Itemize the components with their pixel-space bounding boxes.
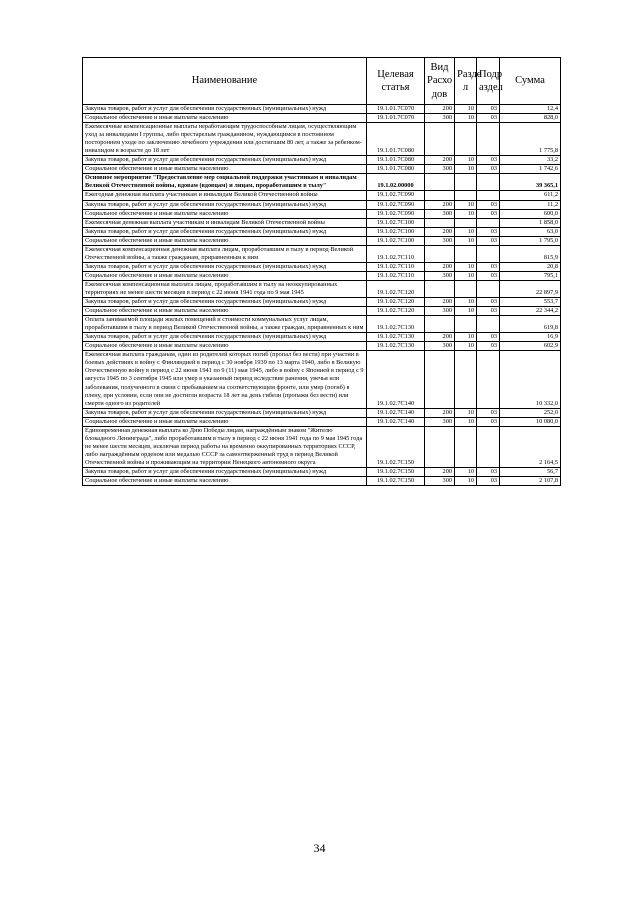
- row-expense-type-cell: [425, 191, 455, 200]
- header-name: Наименование: [83, 58, 367, 105]
- row-target-article-cell: 19.1.02.7С120: [367, 298, 425, 307]
- row-subsection-cell: 03: [477, 307, 500, 316]
- row-target-article-cell: 19.1.02.7С140: [367, 351, 425, 408]
- row-section-cell: 10: [455, 105, 477, 114]
- table-row: [83, 200, 561, 209]
- row-name-cell: Закупка товаров, работ и услуг для обеспечения государственных (муниципальных) нужд: [83, 227, 367, 236]
- row-section-cell: 10: [455, 467, 477, 476]
- row-sum-cell: 63,0: [500, 227, 561, 236]
- row-name-cell: Единовременная денежная выплата ко Дню Победы лицам, награждённым знаком "Жителю блокадного Ленинграда", либо проработавшим в тылу в период с 22 июня 1941 года по 9 мая 1945 года не менее шести месяцев, исключая период работы на временно оккупированных территориях СССР, либо награждённым орденом или медалью СССР за самоотверженный труд в период Великой Отечественной войны и проживающим на территории Ненецкого автономного округа: [83, 426, 367, 467]
- row-target-article-cell: 19.1.02.7С150: [367, 467, 425, 476]
- row-section-cell: 10: [455, 114, 477, 123]
- budget-table: [82, 57, 561, 486]
- row-subsection-cell: 03: [477, 271, 500, 280]
- table-row: [83, 165, 561, 174]
- table-row: [83, 298, 561, 307]
- row-target-article-cell: 19.1.01.7С080: [367, 156, 425, 165]
- row-subsection-cell: 03: [477, 227, 500, 236]
- row-expense-type-cell: 300: [425, 236, 455, 245]
- table-row: [83, 351, 561, 408]
- table-row: [83, 174, 561, 191]
- table-row: [83, 227, 561, 236]
- table-row: [83, 123, 561, 156]
- row-target-article-cell: 19.1.02.7С090: [367, 200, 425, 209]
- row-target-article-cell: 19.1.02.7С130: [367, 342, 425, 351]
- row-target-article-cell: 19.1.01.7С080: [367, 165, 425, 174]
- row-expense-type-cell: 300: [425, 165, 455, 174]
- row-name-cell: Основное мероприятие "Предоставление мер социальной поддержки участникам и инвалидам Великой Отечественной войны, вдовам (вдовцам) и лицам, проработавшим в тылу": [83, 174, 367, 191]
- table-row: [83, 477, 561, 486]
- row-expense-type-cell: 200: [425, 105, 455, 114]
- row-target-article-cell: 19.1.02.7С150: [367, 426, 425, 467]
- row-target-article-cell: 19.1.02.7С110: [367, 245, 425, 262]
- row-section-cell: 10: [455, 477, 477, 486]
- table-row: [83, 307, 561, 316]
- row-subsection-cell: [477, 426, 500, 467]
- row-sum-cell: 1 742,6: [500, 165, 561, 174]
- row-sum-cell: 11,2: [500, 200, 561, 209]
- row-target-article-cell: 19.1.02.7С120: [367, 307, 425, 316]
- row-section-cell: 10: [455, 417, 477, 426]
- row-target-article-cell: 19.1.02.7С130: [367, 333, 425, 342]
- row-section-cell: 10: [455, 408, 477, 417]
- table-row: [83, 280, 561, 297]
- table-row: [83, 333, 561, 342]
- header-expense-type: Вид Расхо дов: [425, 58, 455, 105]
- row-expense-type-cell: [425, 351, 455, 408]
- row-name-cell: Ежемесячная выплата гражданам, один из родителей которых погиб (пропал без вести) при участии в боевых действиях в войну с Финляндией в период с 30 ноября 1939 по 13 марта 1940, либо в Великую Отечественную войну в период с 22 июня 1941 по 9 (11) мая 1945, либо в войну с Японией в период с 9 августа 1945 по 3 сентября 1945 или умер в указанный период вследствие ранения, увечья или заболевания, полученного в связи с пребыванием на соответствующем фронте, или умер (погиб) в плену, при условии, если они не достигли возраста 18 лет на день гибели (пропажи без вести) или смерти одного из родителей: [83, 351, 367, 408]
- row-section-cell: 10: [455, 342, 477, 351]
- row-name-cell: Социальное обеспечение и иные выплаты населению: [83, 477, 367, 486]
- row-sum-cell: 16,9: [500, 333, 561, 342]
- row-section-cell: 10: [455, 156, 477, 165]
- header-sum: Сумма: [500, 58, 561, 105]
- row-expense-type-cell: 200: [425, 227, 455, 236]
- row-name-cell: Социальное обеспечение и иные выплаты населению: [83, 417, 367, 426]
- row-target-article-cell: 19.1.01.7С070: [367, 105, 425, 114]
- row-sum-cell: 33,2: [500, 156, 561, 165]
- row-subsection-cell: 03: [477, 200, 500, 209]
- row-subsection-cell: [477, 218, 500, 227]
- row-name-cell: Социальное обеспечение и иные выплаты населению: [83, 307, 367, 316]
- row-section-cell: 10: [455, 271, 477, 280]
- row-sum-cell: 56,7: [500, 467, 561, 476]
- row-target-article-cell: 19.1.02.7С110: [367, 262, 425, 271]
- row-name-cell: Ежемесячная компенсационная выплата лицам, проработавшим в тылу на неоккупированных территориях не менее шести месяцев в период с 22 июня 1941 года по 9 мая 1945: [83, 280, 367, 297]
- row-expense-type-cell: 200: [425, 333, 455, 342]
- table-row: [83, 236, 561, 245]
- row-sum-cell: 252,0: [500, 408, 561, 417]
- row-sum-cell: 1 775,8: [500, 123, 561, 156]
- row-sum-cell: 602,9: [500, 342, 561, 351]
- row-subsection-cell: [477, 123, 500, 156]
- table-row: [83, 218, 561, 227]
- row-section-cell: 10: [455, 298, 477, 307]
- row-section-cell: [455, 123, 477, 156]
- row-section-cell: 10: [455, 227, 477, 236]
- table-row: [83, 105, 561, 114]
- row-section-cell: [455, 351, 477, 408]
- row-target-article-cell: 19.1.01.7С080: [367, 123, 425, 156]
- row-target-article-cell: 19.1.02.7С090: [367, 191, 425, 200]
- table-row: [83, 316, 561, 333]
- row-sum-cell: 600,0: [500, 209, 561, 218]
- row-name-cell: Закупка товаров, работ и услуг для обеспечения государственных (муниципальных) нужд: [83, 467, 367, 476]
- table-row: [83, 114, 561, 123]
- row-target-article-cell: 19.1.02.7С100: [367, 227, 425, 236]
- table-row: [83, 191, 561, 200]
- table-row: [83, 342, 561, 351]
- row-expense-type-cell: [425, 280, 455, 297]
- row-target-article-cell: 19.1.01.7С070: [367, 114, 425, 123]
- row-subsection-cell: 03: [477, 236, 500, 245]
- row-target-article-cell: 19.1.02.7С110: [367, 271, 425, 280]
- row-name-cell: Социальное обеспечение и иные выплаты населению: [83, 342, 367, 351]
- row-section-cell: [455, 426, 477, 467]
- row-name-cell: Социальное обеспечение и иные выплаты населению: [83, 114, 367, 123]
- row-name-cell: Закупка товаров, работ и услуг для обеспечения государственных (муниципальных) нужд: [83, 333, 367, 342]
- table-row: [83, 271, 561, 280]
- row-name-cell: Ежегодная денежная выплата участникам и инвалидам Великой Отечественной войны: [83, 191, 367, 200]
- row-subsection-cell: 03: [477, 333, 500, 342]
- row-target-article-cell: 19.1.02.7С140: [367, 408, 425, 417]
- row-sum-cell: 1 858,0: [500, 218, 561, 227]
- row-expense-type-cell: 300: [425, 209, 455, 218]
- row-subsection-cell: [477, 316, 500, 333]
- row-target-article-cell: 19.1.02.7С140: [367, 417, 425, 426]
- row-subsection-cell: 03: [477, 114, 500, 123]
- row-subsection-cell: 03: [477, 156, 500, 165]
- row-subsection-cell: 03: [477, 165, 500, 174]
- row-section-cell: 10: [455, 200, 477, 209]
- row-expense-type-cell: 200: [425, 156, 455, 165]
- row-target-article-cell: 19.1.02.00000: [367, 174, 425, 191]
- row-expense-type-cell: 300: [425, 417, 455, 426]
- row-section-cell: [455, 218, 477, 227]
- row-name-cell: Закупка товаров, работ и услуг для обеспечения государственных (муниципальных) нужд: [83, 156, 367, 165]
- row-expense-type-cell: [425, 426, 455, 467]
- row-name-cell: Ежемесячная компенсационная денежная выплата лицам, проработавшим в тылу в период Великой Отечественной войны, а также гражданам, приравненным к ним: [83, 245, 367, 262]
- row-subsection-cell: 03: [477, 417, 500, 426]
- table-row: [83, 156, 561, 165]
- row-sum-cell: 2 107,8: [500, 477, 561, 486]
- row-subsection-cell: [477, 191, 500, 200]
- row-expense-type-cell: 300: [425, 477, 455, 486]
- row-subsection-cell: [477, 351, 500, 408]
- row-sum-cell: 10 080,0: [500, 417, 561, 426]
- row-expense-type-cell: 300: [425, 342, 455, 351]
- row-name-cell: Ежемесячная денежная выплата участникам и инвалидам Великой Отечественной войны: [83, 218, 367, 227]
- row-sum-cell: 12,4: [500, 105, 561, 114]
- row-target-article-cell: 19.1.02.7С100: [367, 236, 425, 245]
- row-sum-cell: 22 344,2: [500, 307, 561, 316]
- table-row: [83, 408, 561, 417]
- row-section-cell: 10: [455, 333, 477, 342]
- row-name-cell: Оплата занимаемой площади жилых помещений и стоимости коммунальных услуг лицам, проработавшим в тылу в период Великой Отечественной войны, а также граждан, приравненных к ним: [83, 316, 367, 333]
- row-sum-cell: 815,9: [500, 245, 561, 262]
- table-row: [83, 262, 561, 271]
- row-expense-type-cell: 200: [425, 467, 455, 476]
- row-sum-cell: 20,8: [500, 262, 561, 271]
- row-expense-type-cell: 300: [425, 307, 455, 316]
- row-expense-type-cell: [425, 123, 455, 156]
- row-subsection-cell: 03: [477, 298, 500, 307]
- row-name-cell: Социальное обеспечение и иные выплаты населению: [83, 271, 367, 280]
- row-section-cell: 10: [455, 209, 477, 218]
- row-target-article-cell: 19.1.02.7С120: [367, 280, 425, 297]
- row-sum-cell: 553,7: [500, 298, 561, 307]
- row-target-article-cell: 19.1.02.7С130: [367, 316, 425, 333]
- header-target-article: Целевая статья: [367, 58, 425, 105]
- row-name-cell: Закупка товаров, работ и услуг для обеспечения государственных (муниципальных) нужд: [83, 105, 367, 114]
- table-header-row: [83, 58, 561, 105]
- row-name-cell: Социальное обеспечение и иные выплаты населению: [83, 165, 367, 174]
- row-expense-type-cell: 200: [425, 200, 455, 209]
- row-target-article-cell: 19.1.02.7С100: [367, 218, 425, 227]
- table-row: [83, 209, 561, 218]
- row-expense-type-cell: [425, 316, 455, 333]
- row-name-cell: Закупка товаров, работ и услуг для обеспечения государственных (муниципальных) нужд: [83, 408, 367, 417]
- row-name-cell: Закупка товаров, работ и услуг для обеспечения государственных (муниципальных) нужд: [83, 200, 367, 209]
- row-name-cell: Ежемесячные компенсационные выплаты неработающим трудоспособным лицам, осуществляющим уход за инвалидами I группы, либо престарелым гражданином, нуждающимся в постоянном постороннем уходе по заключению лечебного учреждения или достигшим 80 лет, а также за ребенком-инвалидом в возрасте до 18 лет: [83, 123, 367, 156]
- header-subsection: Подр аздел: [477, 58, 500, 105]
- row-subsection-cell: 03: [477, 342, 500, 351]
- table-row: [83, 417, 561, 426]
- row-expense-type-cell: 200: [425, 262, 455, 271]
- row-name-cell: Социальное обеспечение и иные выплаты населению: [83, 236, 367, 245]
- row-sum-cell: 795,1: [500, 271, 561, 280]
- header-section: Разде л: [455, 58, 477, 105]
- row-name-cell: Социальное обеспечение и иные выплаты населению: [83, 209, 367, 218]
- page-number: 34: [313, 841, 326, 855]
- row-subsection-cell: 03: [477, 262, 500, 271]
- row-section-cell: [455, 245, 477, 262]
- row-subsection-cell: 03: [477, 408, 500, 417]
- row-expense-type-cell: [425, 245, 455, 262]
- row-sum-cell: 828,0: [500, 114, 561, 123]
- row-expense-type-cell: 200: [425, 298, 455, 307]
- row-name-cell: Закупка товаров, работ и услуг для обеспечения государственных (муниципальных) нужд: [83, 298, 367, 307]
- table-row: [83, 245, 561, 262]
- row-section-cell: [455, 316, 477, 333]
- row-section-cell: 10: [455, 236, 477, 245]
- row-expense-type-cell: [425, 174, 455, 191]
- row-target-article-cell: 19.1.02.7С090: [367, 209, 425, 218]
- row-subsection-cell: [477, 245, 500, 262]
- row-sum-cell: 619,8: [500, 316, 561, 333]
- row-subsection-cell: 03: [477, 467, 500, 476]
- row-sum-cell: 1 795,0: [500, 236, 561, 245]
- row-section-cell: [455, 174, 477, 191]
- row-sum-cell: 611,2: [500, 191, 561, 200]
- row-expense-type-cell: 200: [425, 408, 455, 417]
- row-subsection-cell: [477, 174, 500, 191]
- row-section-cell: 10: [455, 307, 477, 316]
- row-sum-cell: 22 897,9: [500, 280, 561, 297]
- row-target-article-cell: 19.1.02.7С150: [367, 477, 425, 486]
- row-name-cell: Закупка товаров, работ и услуг для обеспечения государственных (муниципальных) нужд: [83, 262, 367, 271]
- row-sum-cell: 2 164,5: [500, 426, 561, 467]
- row-subsection-cell: [477, 280, 500, 297]
- row-section-cell: 10: [455, 165, 477, 174]
- row-subsection-cell: 03: [477, 209, 500, 218]
- row-expense-type-cell: [425, 218, 455, 227]
- table-row: [83, 467, 561, 476]
- row-expense-type-cell: 300: [425, 271, 455, 280]
- row-expense-type-cell: 300: [425, 114, 455, 123]
- row-section-cell: [455, 280, 477, 297]
- row-subsection-cell: 03: [477, 477, 500, 486]
- row-sum-cell: 39 365,1: [500, 174, 561, 191]
- row-section-cell: 10: [455, 262, 477, 271]
- row-subsection-cell: 03: [477, 105, 500, 114]
- table-row: [83, 426, 561, 467]
- row-section-cell: [455, 191, 477, 200]
- row-sum-cell: 10 332,0: [500, 351, 561, 408]
